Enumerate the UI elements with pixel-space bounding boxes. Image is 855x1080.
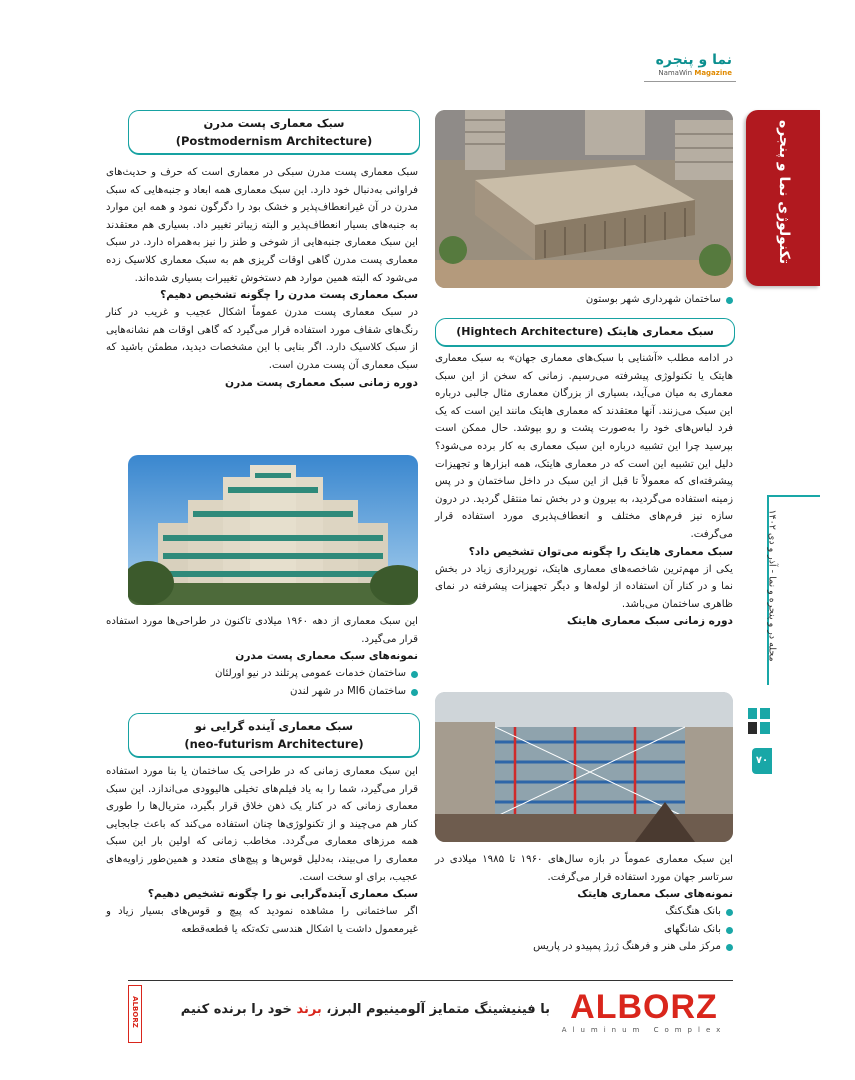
logo-subtitle (640, 68, 732, 78)
postmodern-body (106, 164, 418, 392)
hightech-examples-list (435, 903, 733, 956)
footer-slogan-post: خود را برنده کنیم (180, 1002, 292, 1017)
neofuturism-title-fa: سبک معماری آینده گرایی نو (194, 719, 354, 733)
neofuturism-paragraph: این سبک معماری زمانی که در طراحی یک ساختمان یا بنا مورد استفاده قرار می‌گیرد، شما را به یاد فیلم‌های تخیلی هالیوودی می‌اندازد. این سبک معماری زمانی که در کنار یک ذهن خلاق قرار بگیرد، متریال‌ها را طوری کنار هم می‌چیند و از تکنولوژی‌ها چنان استفاده می‌کند که باعث جابجایی همه مرزهای معماری می‌گردد. مخاطب زمانی که اولین بار این سبک معماری را می‌بیند، به‌دلیل قوس‌ها و پیچ‌های متعدد و همین‌طور زاویه‌های عجیب، برای او سخت است. (106, 766, 418, 883)
hightech-body-2 (435, 851, 733, 956)
postmodern-question-text: در سبک معماری پست مدرن عموماً اشکال عجیب و غریب در کنار رنگ‌های شفاف مورد استفاده قرار می‌گیرد که گاهی اوقات هم نشانه‌هایی از سبک کلاسیک دارد. اگر بنایی با این مشخصات دیدید، مطمئن باشید که سبک معماری آن پست مدرن است. (106, 307, 418, 371)
boston-city-hall-photo (435, 110, 733, 288)
magazine-logo (640, 52, 732, 82)
footer-side-brand (128, 985, 142, 1043)
postmodern-period-heading: دوره زمانی سبک معماری پست مدرن (225, 376, 418, 389)
page-number: ۷۰ (755, 755, 769, 766)
logo-subtitle-mag: Magazine (694, 69, 732, 77)
hightech-period-text: این سبک معماری عموماً در بازه سال‌های ۱۹۶۰ تا ۱۹۸۵ میلادی در سرتاسر جهان مورد استفاده قرار می‌گرفت. (435, 854, 733, 883)
list-item: بانک شانگهای (435, 921, 733, 939)
postmodern-title-en: (Postmodernism Architecture) (175, 134, 373, 148)
boston-caption-wrap (435, 293, 733, 307)
page-number-box (752, 748, 772, 774)
hightech-question-text: یکی از مهم‌ترین شاخصه‌های معماری هایتک، نورپردازی زیاد در بخش نما و در کنار آن استفاده از لوله‌ها و دیگر تجهیزات پیشرفته در نمای ظاهری ساختمان می‌باشد. (435, 563, 733, 610)
list-item: ساختمان MI6 در شهر لندن (106, 683, 418, 701)
magazine-issue: مجله در و پنجره و نما - آذر و دی ۱۴۰۲ (766, 509, 778, 662)
neofuturism-body (106, 763, 418, 938)
postmodern-period-text: این سبک معماری از دهه ۱۹۶۰ میلادی تاکنون در طراحی‌ها مورد استفاده قرار می‌گیرد. (106, 616, 418, 645)
pompidou-center-photo (435, 692, 733, 842)
logo-wordmark: نما و پنجره (655, 52, 732, 68)
hightech-question-heading: سبک معماری هایتک را چگونه می‌توان تشخیص داد؟ (468, 545, 733, 558)
neofuturism-title (128, 713, 420, 757)
mi6-building-photo (128, 455, 418, 605)
hightech-period-heading: دوره زمانی سبک معماری هایتک (567, 615, 733, 628)
alborz-logo-sub: Aluminum Complex (561, 1026, 727, 1034)
postmodern-title (128, 110, 420, 154)
postmodern-body-2 (106, 613, 418, 700)
list-item: بانک هنگ‌کنگ (435, 903, 733, 921)
side-emblem-icon (746, 706, 772, 736)
footer-slogan-pre: با فینیشینگ متمایز آلومینیوم البرز، (326, 1002, 550, 1017)
neofuturism-question-text: اگر ساختمانی را مشاهده نمودید که پیچ و قوس‌های بسیار زیاد و غیرمعمول داشت یا اشکال هندسی تکه‌تکه یا قطعه‌قطعه (106, 906, 418, 935)
postmodern-title-fa: سبک معماری پست مدرن (203, 116, 345, 130)
neofuturism-title-en: (neo-futurism Architecture) (184, 737, 364, 751)
list-item: مرکز ملی هنر و فرهنگ ژرژ پمپیدو در پاریس (435, 938, 733, 956)
hightech-examples-heading: نمونه‌های سبک معماری هایتک (577, 888, 733, 901)
alborz-logo-text: ALBORZ (570, 988, 718, 1026)
list-item: ساختمان خدمات عمومی پرتلند در نیو اورلئان (106, 665, 418, 683)
hightech-paragraph: در ادامه مطلب «آشنایی با سبک‌های معماری جهان» به سبک معماری هایتک یا تکنولوژی پیشرفته می‌رسیم. زمانی که سخن از این سبک معماری به میان می‌آید، بسیاری از بزرگان معماری مثال جالبی درباره این سبک می‌زنند. آنها معتقدند که معماری هایتک مانند این است که یک فرد لباس‌های خود را به‌صورت پشت و رو بپوشد. حال ممکن است بپرسید چرا این تشبیه درباره این سبک معماری به کار برده می‌شود؟ دلیل این تشبیه این است که در معماری هایتک، همه ابزارها و تجهیزات پیشرفته‌ای که معمولاً تا قبل از این سبک در داخل ساختمان و در پس زمینه استفاده می‌گردید، به بیرون و در بخش نما منتقل گردید. در درون سازه نیز فرم‌های مختلف و انعطاف‌پذیری مورد استفاده قرار می‌گرفت. (435, 353, 733, 540)
alborz-logo (555, 990, 733, 1038)
postmodern-examples-list (106, 665, 418, 700)
section-tab-label: تکنولوژی نما و پنجره (776, 119, 792, 265)
postmodern-paragraph: سبک معماری پست مدرن سبکی در معماری است که حرف و حدیث‌های فراوانی به‌دنبال خود دارد. این سبک معماری همه ابعاد و جنبه‌هایی که سبک مدرن در آن غیرانعطاف‌پذیر و خشک بود را دگرگون نمود و همه این موارد به جنبه‌های بسیار انعطاف‌پذیر و البته زیباتر تغییر داد. بسیاری هم معتقدند این سبک معماری جنبه‌هایی از شوخی و طنز را نیز به‌همراه دارد. در سبک معماری پست مدرن گاهی اوقات گریزی هم به سبک معماری کلاسیک زده می‌شود که البته همین موارد هم دستخوش تغییرات بسیاری شده‌اند. (106, 167, 418, 284)
hightech-title-text: سبک معماری هایتک (Hightech Architecture) (456, 325, 714, 338)
postmodern-examples-heading: نمونه‌های سبک معماری پست مدرن (235, 650, 418, 663)
header-rule (644, 81, 736, 82)
hightech-body (435, 350, 733, 630)
logo-subtitle-brand: NamaWin (658, 69, 693, 77)
postmodern-question-heading: سبک معماری پست مدرن را چگونه تشخیص دهیم؟ (160, 289, 418, 302)
hightech-title (435, 318, 735, 346)
section-tab (746, 110, 820, 286)
neofuturism-question-heading: سبک معماری آینده‌گرایی نو را چگونه تشخیص دهیم؟ (147, 888, 418, 901)
footer-slogan-brand: برند (296, 1002, 322, 1017)
footer-rule (128, 980, 733, 981)
footer-slogan (150, 1002, 550, 1017)
footer-side-brand-text: ALBORZ (131, 996, 139, 1028)
boston-caption: ساختمان شهرداری شهر بوستون (435, 293, 733, 307)
